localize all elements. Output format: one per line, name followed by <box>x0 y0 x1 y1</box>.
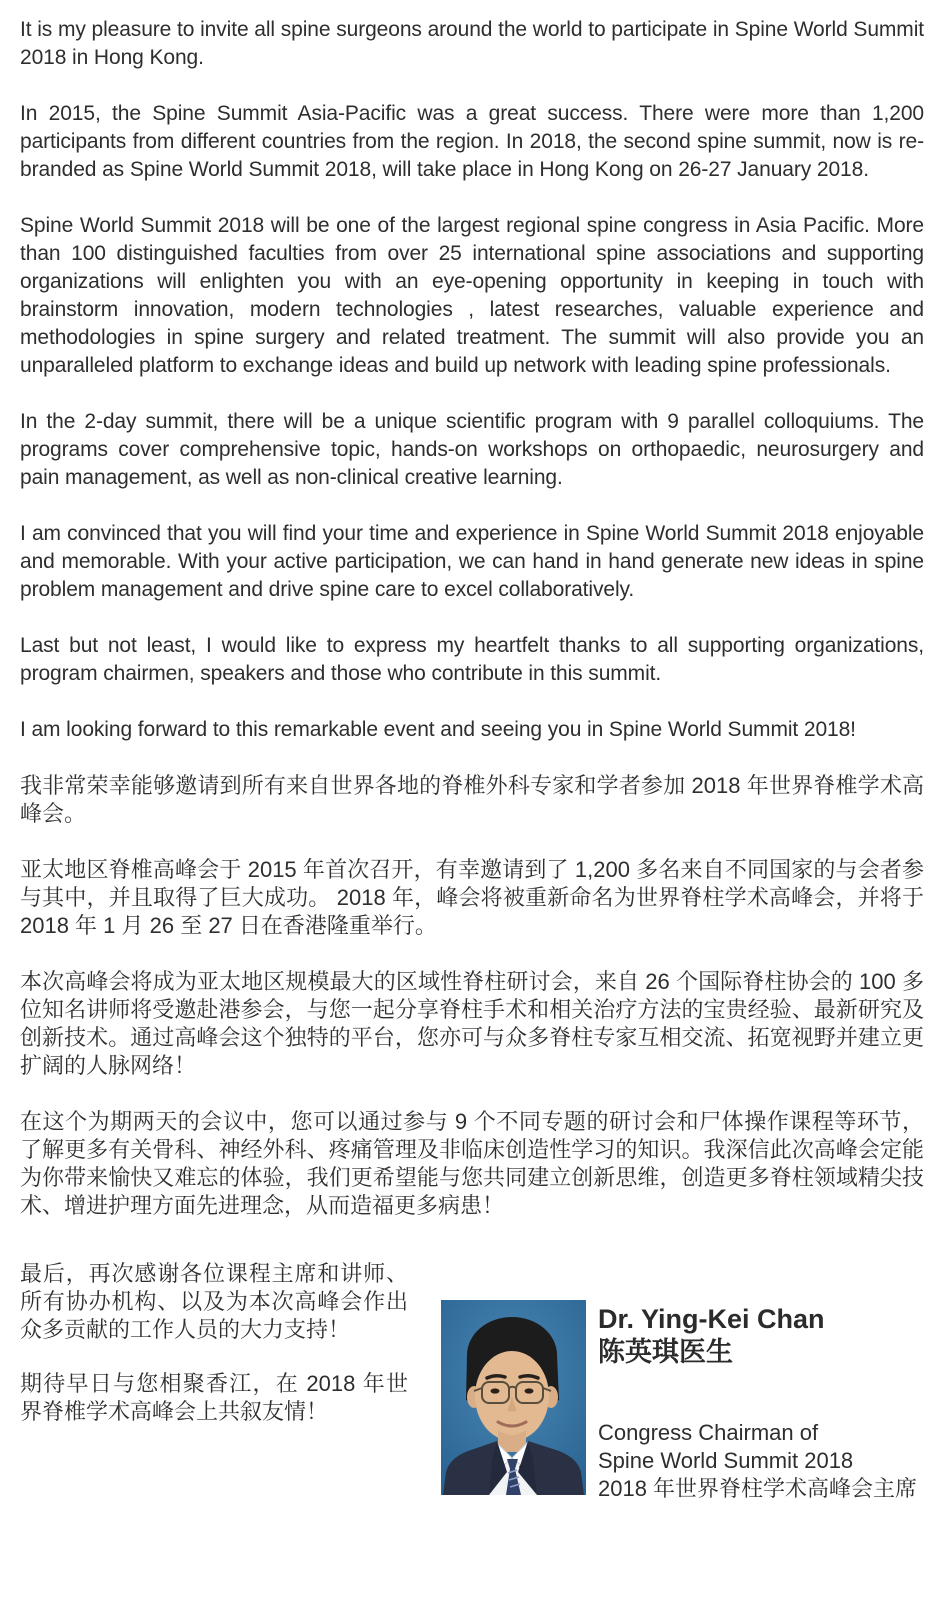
closing-paragraph-zh: 期待早日与您相聚香江，在 2018 年世界脊椎学术高峰会上共叙友情！ <box>20 1371 408 1424</box>
chairman-portrait-illustration <box>441 1300 586 1495</box>
chairman-name-chinese: 陈英琪医生 <box>598 1337 733 1367</box>
letter-paragraph-en: Last but not least, I would like to express my heartfelt thanks to all supporting organizations, program chairmen, speakers and those who contribute in this summit. <box>20 634 924 685</box>
letter-english-section <box>20 16 924 744</box>
chairman-title-line: 2018 年世界脊柱学术高峰会主席 <box>598 1476 918 1501</box>
letter-paragraph-en: In the 2-day summit, there will be a unique scientific program with 9 parallel colloquiums. The programs cover comprehensive topic, hands-on workshops on orthopaedic, neurosurgery and pain management, as well as non-clinical creative learning. <box>20 410 924 489</box>
chairman-portrait-photo <box>441 1300 586 1495</box>
closing-paragraph-zh: 最后，再次感谢各位课程主席和讲师、所有协办机构、以及为本次高峰会作出众多贡献的工作人员的大力支持！ <box>20 1261 408 1342</box>
chairman-title-line: Spine World Summit 2018 <box>598 1448 854 1473</box>
letter-paragraph-zh: 我非常荣幸能够邀请到所有来自世界各地的脊椎外科专家和学者参加 2018 年世界脊椎学术高峰会。 <box>20 773 924 826</box>
closing-signature-section <box>20 1248 924 1503</box>
letter-paragraph-en: In 2015, the Spine Summit Asia-Pacific was a great success. There were more than 1,200 participants from different countries from the region. In 2018, the second spine summit, now is re-branded as Spine World Summit 2018, will take place in Hong Kong on 26-27 January 2018. <box>20 102 924 181</box>
letter-chinese-section <box>20 772 924 1220</box>
closing-chinese-column <box>20 1260 408 1452</box>
letter-paragraph-zh: 亚太地区脊椎高峰会于 2015 年首次召开，有幸邀请到了 1,200 多名来自不同国家的与会者参与其中，并且取得了巨大成功。 2018 年，峰会将被重新命名为世界脊柱学术高峰会，并将于 2018 年 1 月 26 至 27 日在香港隆重举行。 <box>20 857 924 938</box>
letter-paragraph-en: It is my pleasure to invite all spine surgeons around the world to participate in Spine World Summit 2018 in Hong Kong. <box>20 18 924 69</box>
signature-block <box>598 1304 924 1503</box>
letter-paragraph-en: I am looking forward to this remarkable event and seeing you in Spine World Summit 2018! <box>20 718 856 741</box>
chairman-title-line: Congress Chairman of <box>598 1420 819 1445</box>
letter-paragraph-en: Spine World Summit 2018 will be one of the largest regional spine congress in Asia Pacific. More than 100 distinguished faculties from over 25 international spine associations and supporting organizations will enlighten you with an eye-opening opportunity in keeping in touch with brainstorm innovation, modern technologies , latest researches, valuable experience and methodologies in spine surgery and related treatment. The summit will also provide you an unparalleled platform to exchange ideas and build up network with leading spine professionals. <box>20 214 924 377</box>
chairman-name-english: Dr. Ying-Kei Chan <box>598 1304 825 1334</box>
letter-paragraph-zh: 本次高峰会将成为亚太地区规模最大的区域性脊柱研讨会，来自 26 个国际脊柱协会的 100 多位知名讲师将受邀赴港参会，与您一起分享脊柱手术和相关治疗方法的宝贵经验、最新研究及创新技术。通过高峰会这个独特的平台，您亦可与众多脊柱专家互相交流、拓宽视野并建立更扩阔的人脉网络！ <box>20 969 924 1078</box>
letter-paragraph-zh: 在这个为期两天的会议中，您可以通过参与 9 个不同专题的研讨会和尸体操作课程等环节，了解更多有关骨科、神经外科、疼痛管理及非临床创造性学习的知识。我深信此次高峰会定能为你带来愉快又难忘的体验，我们更希望能与您共同建立创新思维，创造更多脊柱领域精尖技术、增进护理方面先进理念，从而造福更多病患！ <box>20 1109 924 1218</box>
chairman-titles <box>598 1419 924 1503</box>
letter-paragraph-en: I am convinced that you will find your time and experience in Spine World Summit 2018 enjoyable and memorable. With your active participation, we can hand in hand generate new ideas in spine problem management and drive spine care to excel collaboratively. <box>20 522 924 601</box>
